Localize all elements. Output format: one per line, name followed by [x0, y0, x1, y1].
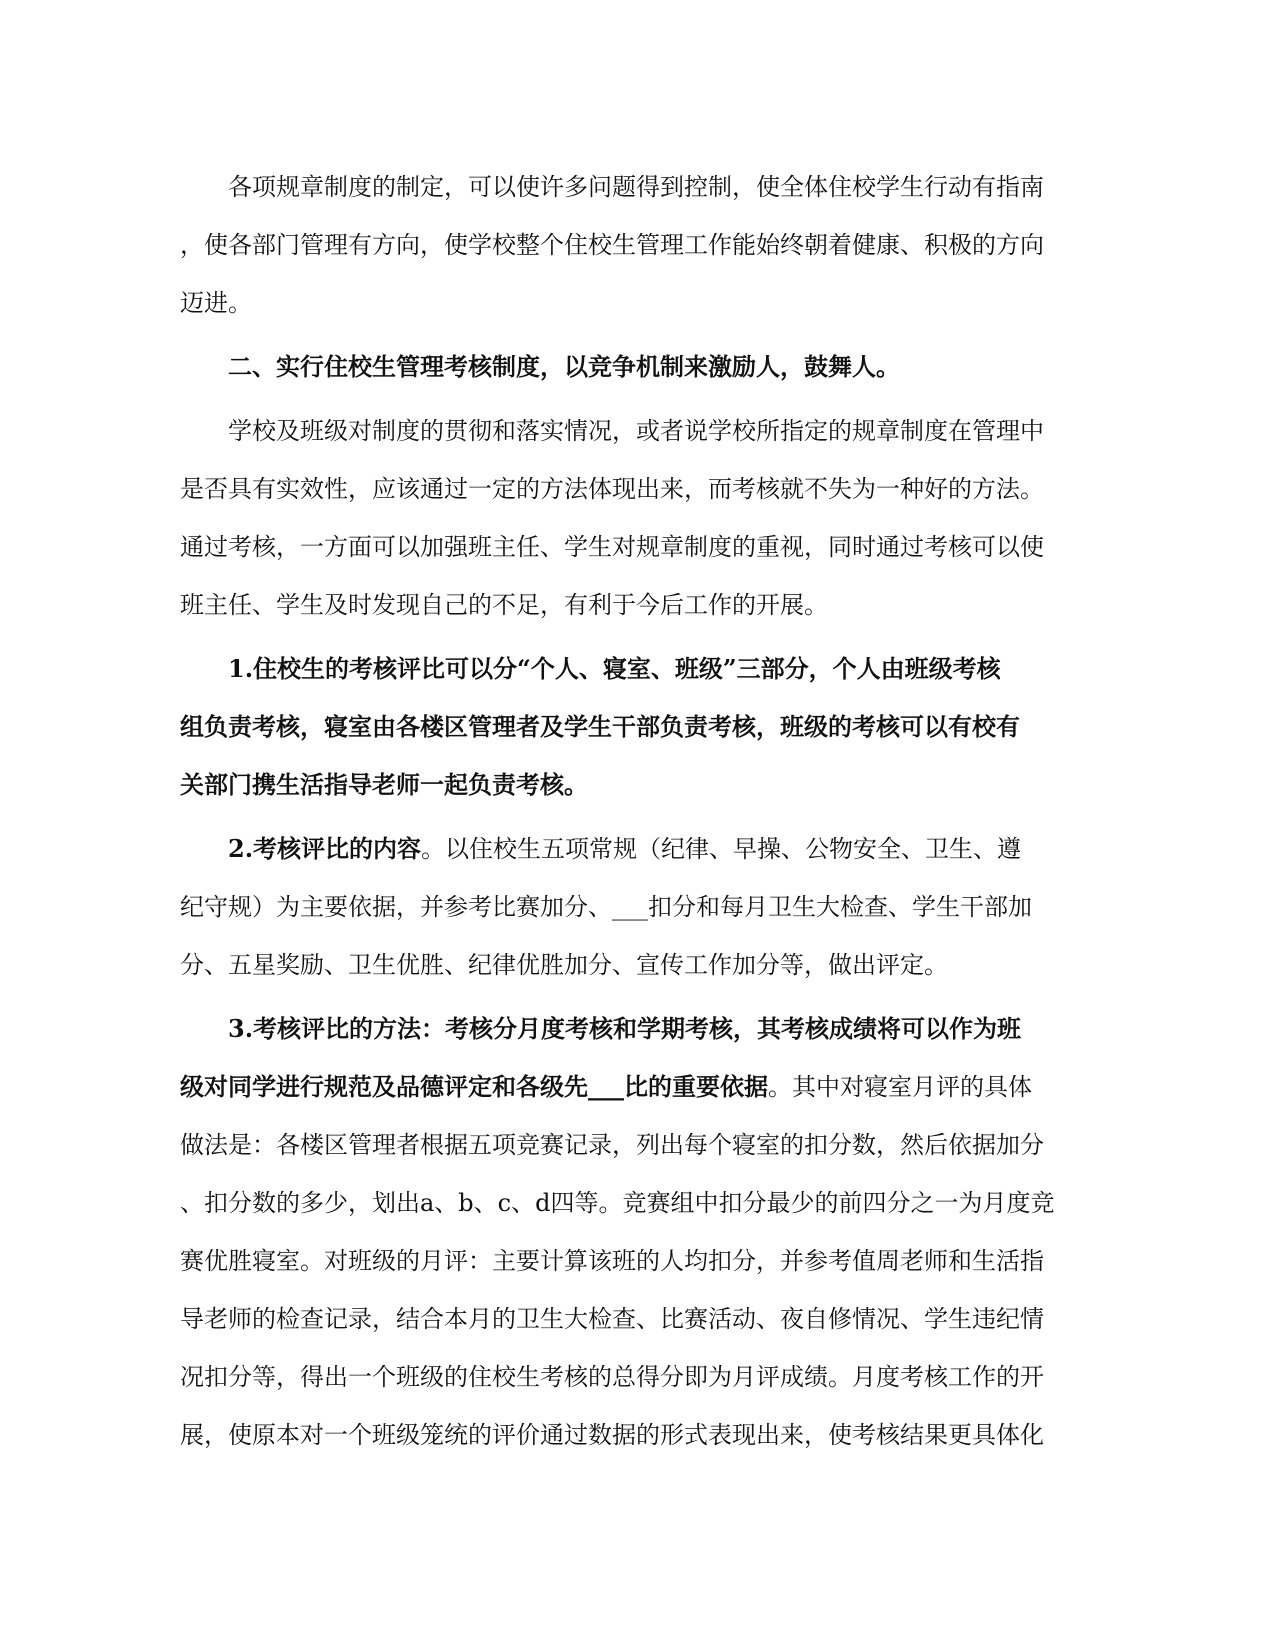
item-3-line2-rest: 。其中对寝室月评的具体 — [768, 1073, 1032, 1101]
text-line: 是否具有实效性，应该通过一定的方法体现出来，而考核就不失为一种好的方法。 — [180, 475, 1044, 503]
list-item-3 — [180, 1000, 1080, 1464]
text-line: 展，使原本对一个班级笼统的评价通过数据的形式表现出来，使考核结果更具体化 — [180, 1421, 1044, 1449]
paragraph-regulations — [180, 158, 1080, 332]
text-line — [180, 820, 1080, 878]
item-2-lead: 2.考核评比的内容 — [228, 834, 422, 863]
text-line: 各项规章制度的制定，可以使许多问题得到控制，使全体住校学生行动有指南 — [228, 173, 1044, 201]
text-line: ，使各部门管理有方向，使学校整个住校生管理工作能始终朝着健康、积极的方向 — [180, 231, 1044, 259]
text-line — [180, 1058, 1080, 1116]
list-item-2 — [180, 820, 1080, 994]
text-line: 纪守规）为主要依据，并参考比赛加分、___扣分和每月卫生大检查、学生干部加 — [180, 893, 1032, 921]
text-line: 学校及班级对制度的贯彻和落实情况，或者说学校所指定的规章制度在管理中 — [228, 417, 1044, 445]
item-3-bold-part: 级对同学进行规范及品德评定和各级先___比的重要依据 — [180, 1072, 768, 1101]
text-line: 1.住校生的考核评比可以分“个人、寝室、班级”三部分，个人由班级考核 — [228, 654, 1001, 683]
text-line: 迈进。 — [180, 289, 252, 317]
text-line: 、扣分数的多少，划出a、b、c、d四等。竞赛组中扣分最少的前四分之一为月度竞 — [180, 1189, 1055, 1217]
text-line: 况扣分等，得出一个班级的住校生考核的总得分即为月评成绩。月度考核工作的开 — [180, 1363, 1044, 1391]
text-line: 分、五星奖励、卫生优胜、纪律优胜加分、宣传工作加分等，做出评定。 — [180, 951, 948, 979]
text-line: 班主任、学生及时发现自己的不足，有利于今后工作的开展。 — [180, 591, 828, 619]
text-line: 组负责考核，寝室由各楼区管理者及学生干部负责考核，班级的考核可以有校有 — [180, 712, 1020, 741]
text-line: 3.考核评比的方法：考核分月度考核和学期考核，其考核成绩将可以作为班 — [228, 1014, 1022, 1043]
text-line: 赛优胜寝室。对班级的月评：主要计算该班的人均扣分，并参考值周老师和生活指 — [180, 1247, 1044, 1275]
paragraph-assessment — [180, 402, 1080, 634]
item-2-line1-rest: 。以住校生五项常规（纪律、早操、公物安全、卫生、遵 — [421, 835, 1022, 863]
text-line: 关部门携生活指导老师一起负责考核。 — [180, 770, 588, 799]
text-line: 做法是：各楼区管理者根据五项竞赛记录，列出每个寝室的扣分数，然后依据加分 — [180, 1131, 1044, 1159]
document-page — [180, 158, 1080, 1464]
text-line: 导老师的检查记录，结合本月的卫生大检查、比赛活动、夜自修情况、学生违纪情 — [180, 1305, 1044, 1333]
section-heading-2: 二、实行住校生管理考核制度，以竞争机制来激励人，鼓舞人。 — [228, 352, 900, 381]
list-item-1 — [180, 640, 1080, 814]
text-line: 通过考核，一方面可以加强班主任、学生对规章制度的重视，同时通过考核可以使 — [180, 533, 1044, 561]
